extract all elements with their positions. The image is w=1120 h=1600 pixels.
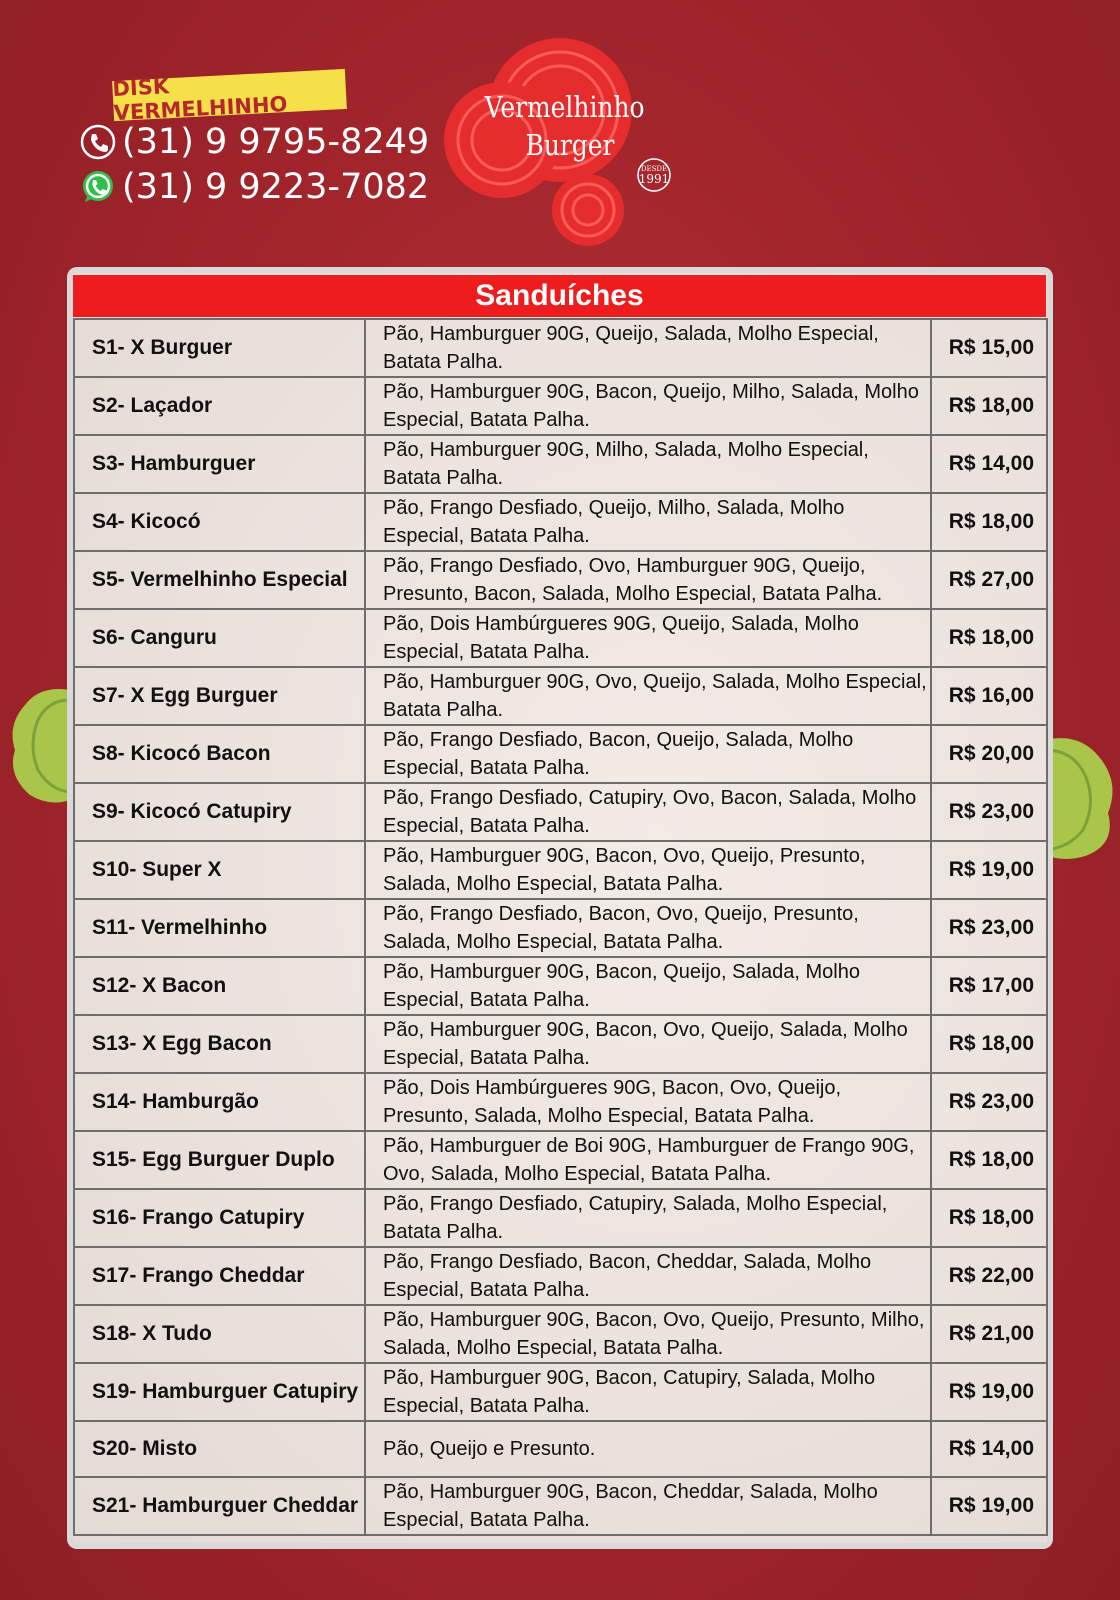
item-price: R$ 21,00 [931, 1305, 1047, 1363]
item-name: S17- Frango Cheddar [74, 1247, 365, 1305]
item-price: R$ 18,00 [931, 1189, 1047, 1247]
menu-row[interactable] [74, 435, 1047, 493]
item-price: R$ 14,00 [931, 435, 1047, 493]
phone-row-2[interactable] [80, 167, 429, 207]
item-description: Pão, Hamburguer 90G, Bacon, Queijo, Milho, Salada, Molho Especial, Batata Palha. [365, 377, 931, 435]
item-description: Pão, Frango Desfiado, Catupiry, Salada, Molho Especial, Batata Palha. [365, 1189, 931, 1247]
item-name: S7- X Egg Burguer [74, 667, 365, 725]
menu-row[interactable] [74, 1015, 1047, 1073]
item-name: S2- Laçador [74, 377, 365, 435]
item-name: S12- X Bacon [74, 957, 365, 1015]
lettuce-right-icon [1045, 735, 1115, 860]
menu-row[interactable] [74, 1189, 1047, 1247]
item-name: S6- Canguru [74, 609, 365, 667]
item-description: Pão, Hamburguer 90G, Bacon, Queijo, Salada, Molho Especial, Batata Palha. [365, 957, 931, 1015]
item-description: Pão, Hamburguer 90G, Bacon, Ovo, Queijo, Presunto, Salada, Molho Especial, Batata Palha. [365, 841, 931, 899]
menu-row[interactable] [74, 957, 1047, 1015]
item-name: S8- Kicocó Bacon [74, 725, 365, 783]
menu-row[interactable] [74, 319, 1047, 377]
item-price: R$ 19,00 [931, 1363, 1047, 1421]
item-name: S9- Kicocó Catupiry [74, 783, 365, 841]
menu-row[interactable] [74, 1305, 1047, 1363]
since-year: 1991 [638, 172, 670, 186]
item-description: Pão, Hamburguer 90G, Bacon, Catupiry, Salada, Molho Especial, Batata Palha. [365, 1363, 931, 1421]
item-price: R$ 27,00 [931, 551, 1047, 609]
item-description: Pão, Frango Desfiado, Bacon, Queijo, Salada, Molho Especial, Batata Palha. [365, 725, 931, 783]
item-description: Pão, Hamburguer 90G, Queijo, Salada, Molho Especial, Batata Palha. [365, 319, 931, 377]
section-title: Sanduíches [73, 275, 1046, 317]
menu-row[interactable] [74, 725, 1047, 783]
since-label: DESDE [640, 165, 668, 173]
item-name: S4- Kicocó [74, 493, 365, 551]
item-name: S13- X Egg Bacon [74, 1015, 365, 1073]
item-price: R$ 16,00 [931, 667, 1047, 725]
item-description: Pão, Hamburguer 90G, Ovo, Queijo, Salada, Molho Especial, Batata Palha. [365, 667, 931, 725]
item-name: S19- Hamburguer Catupiry [74, 1363, 365, 1421]
item-name: S3- Hamburguer [74, 435, 365, 493]
logo-line1: Vermelhinho [484, 90, 645, 124]
item-name: S5- Vermelhinho Especial [74, 551, 365, 609]
logo-since-badge [634, 158, 674, 194]
item-price: R$ 14,00 [931, 1421, 1047, 1477]
menu-row[interactable] [74, 899, 1047, 957]
item-price: R$ 18,00 [931, 609, 1047, 667]
item-price: R$ 18,00 [931, 1015, 1047, 1073]
menu-row[interactable] [74, 551, 1047, 609]
item-name: S14- Hamburgão [74, 1073, 365, 1131]
phone-icon [80, 124, 116, 160]
item-price: R$ 23,00 [931, 899, 1047, 957]
item-name: S20- Misto [74, 1421, 365, 1477]
item-price: R$ 19,00 [931, 1477, 1047, 1535]
item-name: S18- X Tudo [74, 1305, 365, 1363]
lettuce-left-icon [10, 685, 70, 805]
item-description: Pão, Dois Hambúrgueres 90G, Queijo, Salada, Molho Especial, Batata Palha. [365, 609, 931, 667]
menu-row[interactable] [74, 1363, 1047, 1421]
menu-row[interactable] [74, 493, 1047, 551]
menu-row[interactable] [74, 841, 1047, 899]
item-price: R$ 18,00 [931, 493, 1047, 551]
item-description: Pão, Hamburguer 90G, Bacon, Ovo, Queijo, Presunto, Milho, Salada, Molho Especial, Batata Palha. [365, 1305, 931, 1363]
item-description: Pão, Frango Desfiado, Bacon, Cheddar, Salada, Molho Especial, Batata Palha. [365, 1247, 931, 1305]
menu-table [73, 318, 1048, 1536]
header [0, 0, 1120, 265]
item-price: R$ 17,00 [931, 957, 1047, 1015]
menu-body [74, 319, 1047, 1535]
item-description: Pão, Dois Hambúrgueres 90G, Bacon, Ovo, Queijo, Presunto, Salada, Molho Especial, Batata Palha. [365, 1073, 931, 1131]
menu-row[interactable] [74, 1073, 1047, 1131]
item-description: Pão, Hamburguer 90G, Bacon, Ovo, Queijo, Salada, Molho Especial, Batata Palha. [365, 1015, 931, 1073]
item-price: R$ 23,00 [931, 783, 1047, 841]
menu-row[interactable] [74, 377, 1047, 435]
item-description: Pão, Frango Desfiado, Ovo, Hamburguer 90G, Queijo, Presunto, Bacon, Salada, Molho Especial, Batata Palha. [365, 551, 931, 609]
logo-line2: Burger [525, 128, 615, 162]
menu-row[interactable] [74, 1131, 1047, 1189]
item-price: R$ 18,00 [931, 377, 1047, 435]
item-price: R$ 22,00 [931, 1247, 1047, 1305]
item-name: S15- Egg Burguer Duplo [74, 1131, 365, 1189]
menu-row[interactable] [74, 1421, 1047, 1477]
menu-row[interactable] [74, 667, 1047, 725]
item-price: R$ 19,00 [931, 841, 1047, 899]
item-price: R$ 20,00 [931, 725, 1047, 783]
item-description: Pão, Hamburguer de Boi 90G, Hamburguer de Frango 90G, Ovo, Salada, Molho Especial, Batata Palha. [365, 1131, 931, 1189]
item-name: S1- X Burguer [74, 319, 365, 377]
item-description: Pão, Frango Desfiado, Bacon, Ovo, Queijo, Presunto, Salada, Molho Especial, Batata Palha. [365, 899, 931, 957]
item-description: Pão, Hamburguer 90G, Bacon, Cheddar, Salada, Molho Especial, Batata Palha. [365, 1477, 931, 1535]
phone-number-1: (31) 9 9795-8249 [122, 122, 430, 162]
item-price: R$ 18,00 [931, 1131, 1047, 1189]
item-name: S11- Vermelhinho [74, 899, 365, 957]
phone-number-2: (31) 9 9223-7082 [122, 167, 430, 207]
item-description: Pão, Queijo e Presunto. [365, 1421, 931, 1477]
menu-row[interactable] [74, 1477, 1047, 1535]
item-description: Pão, Frango Desfiado, Catupiry, Ovo, Bacon, Salada, Molho Especial, Batata Palha. [365, 783, 931, 841]
item-description: Pão, Hamburguer 90G, Milho, Salada, Molho Especial, Batata Palha. [365, 435, 931, 493]
item-name: S21- Hamburguer Cheddar [74, 1477, 365, 1535]
phone-row-1[interactable] [80, 122, 429, 162]
menu-row[interactable] [74, 609, 1047, 667]
item-price: R$ 15,00 [931, 319, 1047, 377]
whatsapp-icon [80, 169, 116, 205]
disk-label: DISK VERMELHINHO [112, 69, 347, 121]
item-name: S16- Frango Catupiry [74, 1189, 365, 1247]
item-name: S10- Super X [74, 841, 365, 899]
item-description: Pão, Frango Desfiado, Queijo, Milho, Salada, Molho Especial, Batata Palha. [365, 493, 931, 551]
menu-row[interactable] [74, 1247, 1047, 1305]
item-price: R$ 23,00 [931, 1073, 1047, 1131]
menu-row[interactable] [74, 783, 1047, 841]
